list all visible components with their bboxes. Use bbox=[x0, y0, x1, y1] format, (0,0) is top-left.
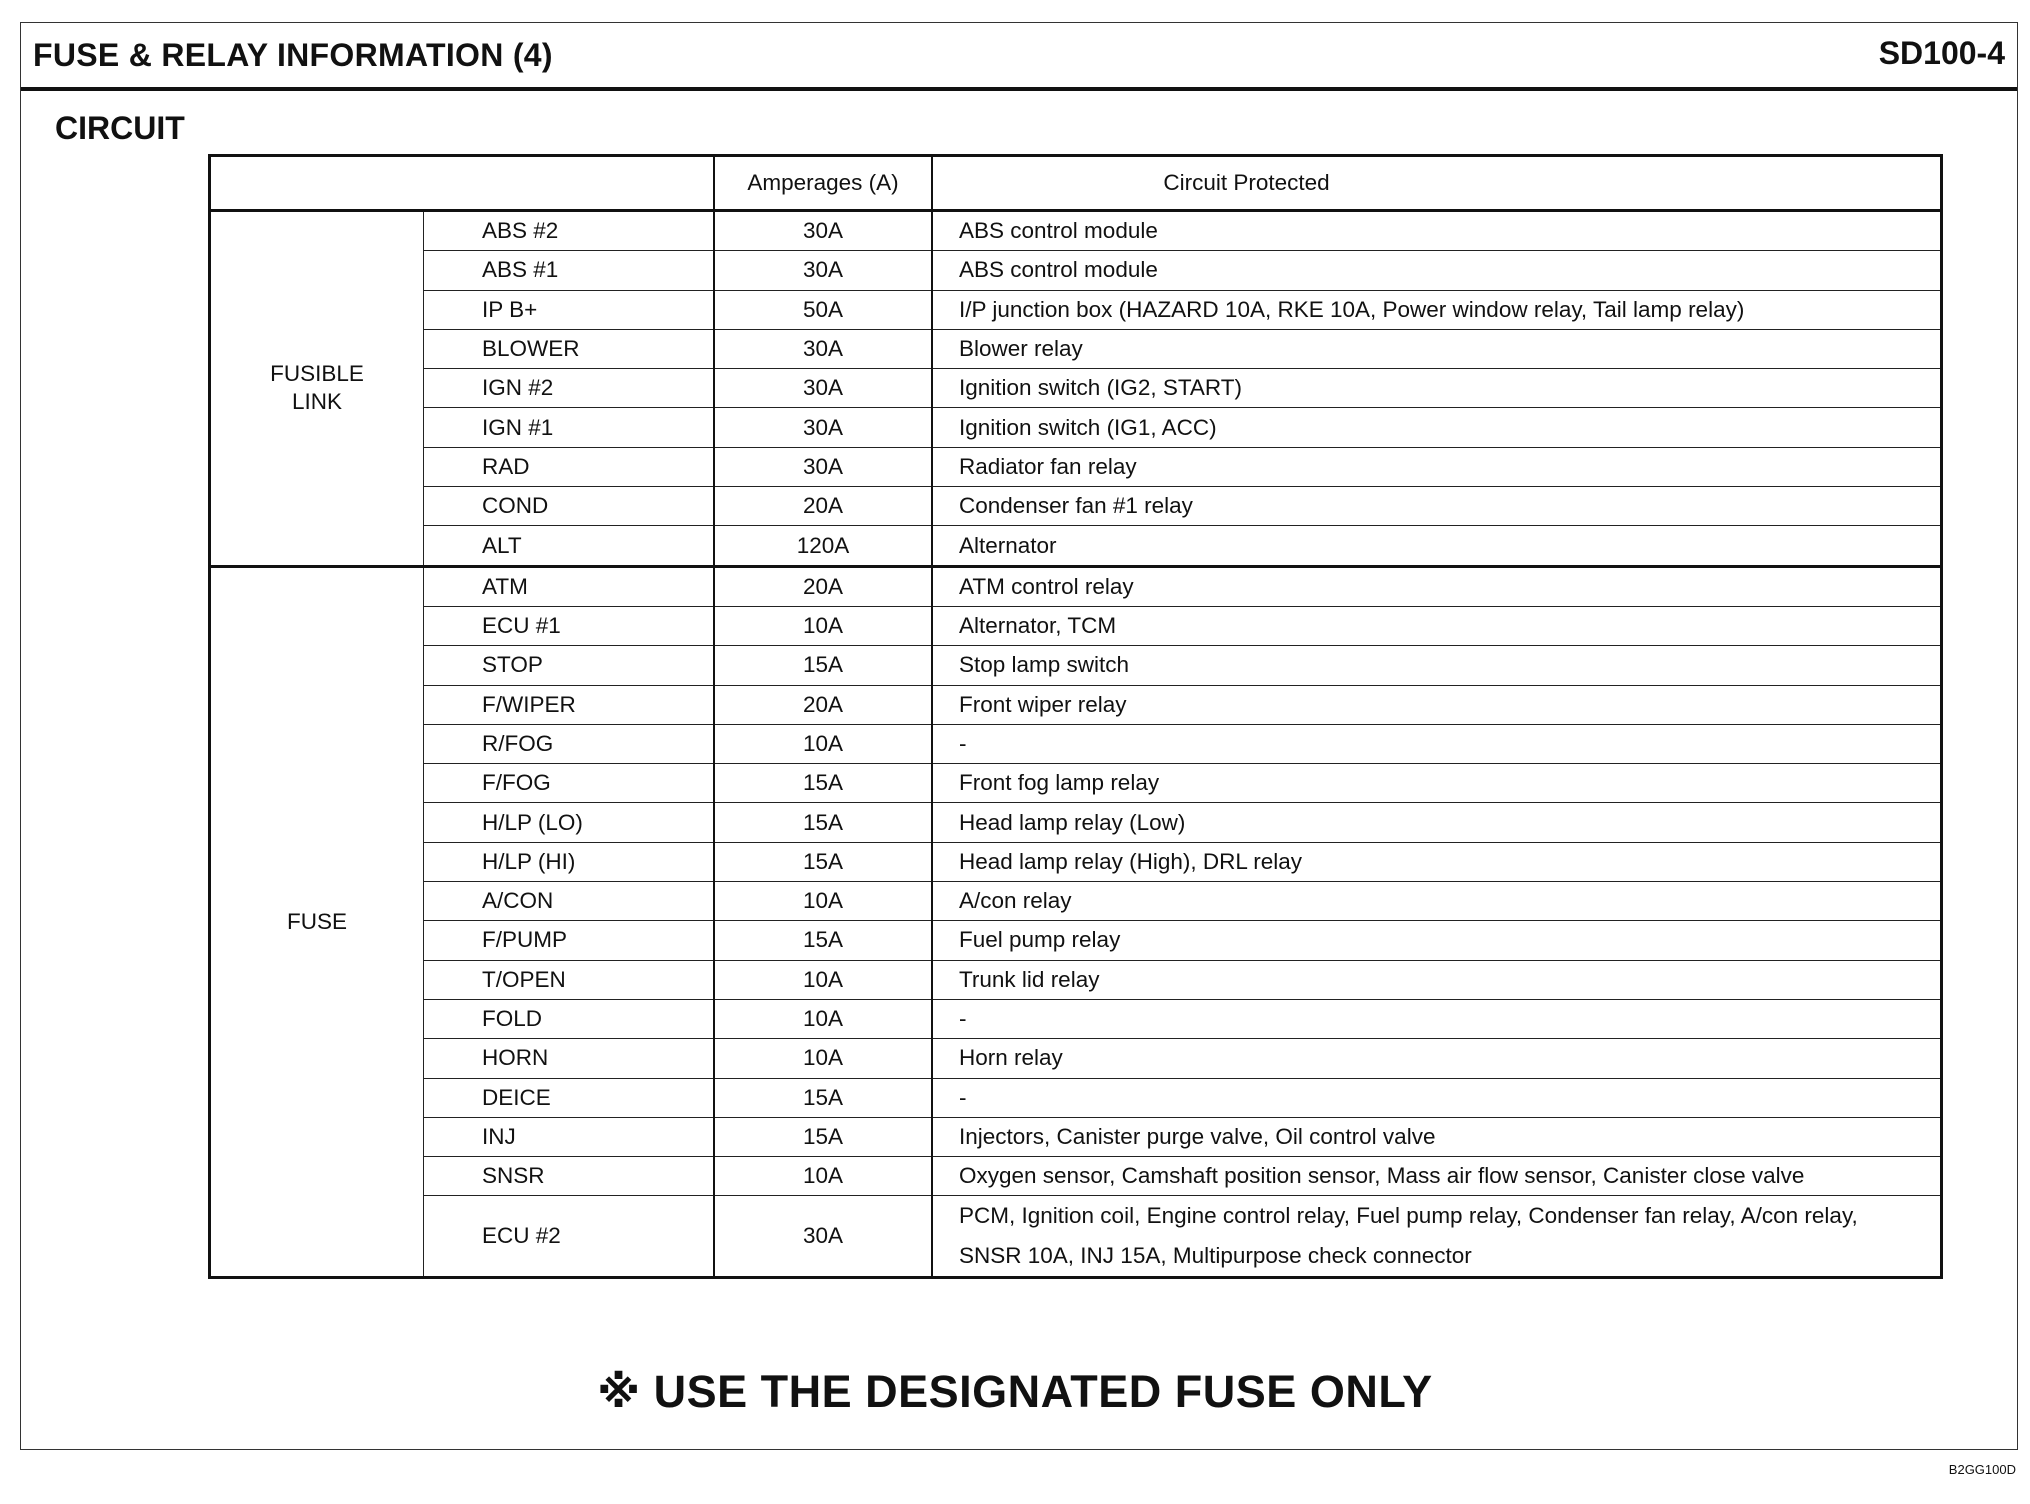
fuse-circuit: Trunk lid relay bbox=[932, 960, 1942, 999]
fuse-circuit: ABS control module bbox=[932, 251, 1942, 290]
fuse-amperage: 15A bbox=[714, 921, 932, 960]
fuse-circuit: - bbox=[932, 1078, 1942, 1117]
table-row bbox=[210, 1039, 1942, 1078]
fuse-circuit bbox=[932, 1196, 1942, 1278]
fuse-name: INJ bbox=[424, 1117, 715, 1156]
warning-notice bbox=[0, 1366, 2030, 1418]
fuse-amperage: 20A bbox=[714, 566, 932, 606]
table-row bbox=[210, 408, 1942, 447]
fuse-circuit: Oxygen sensor, Camshaft position sensor, Mass air flow sensor, Canister close valve bbox=[932, 1157, 1942, 1196]
table-row bbox=[210, 290, 1942, 329]
fuse-name: F/WIPER bbox=[424, 685, 715, 724]
fuse-amperage: 10A bbox=[714, 882, 932, 921]
fuse-circuit: Radiator fan relay bbox=[932, 447, 1942, 486]
table-header-row bbox=[210, 156, 1942, 211]
fuse-name: IGN #2 bbox=[424, 369, 715, 408]
section-title: CIRCUIT bbox=[55, 110, 185, 146]
fuse-amperage: 30A bbox=[714, 1196, 932, 1278]
fuse-amperage: 15A bbox=[714, 803, 932, 842]
fuse-circuit: Injectors, Canister purge valve, Oil control valve bbox=[932, 1117, 1942, 1156]
fuse-circuit: I/P junction box (HAZARD 10A, RKE 10A, Power window relay, Tail lamp relay) bbox=[932, 290, 1942, 329]
table-row bbox=[210, 487, 1942, 526]
fuse-name: ECU #2 bbox=[424, 1196, 715, 1278]
fuse-circuit: Ignition switch (IG1, ACC) bbox=[932, 408, 1942, 447]
fuse-amperage: 15A bbox=[714, 764, 932, 803]
fuse-amperage: 10A bbox=[714, 999, 932, 1038]
fuse-amperage: 20A bbox=[714, 685, 932, 724]
fuse-name: ECU #1 bbox=[424, 606, 715, 645]
page-header bbox=[21, 23, 2017, 91]
fuse-amperage: 10A bbox=[714, 606, 932, 645]
fuse-name: ABS #1 bbox=[424, 251, 715, 290]
fuse-name: H/LP (HI) bbox=[424, 842, 715, 881]
fuse-amperage: 10A bbox=[714, 960, 932, 999]
fuse-name: R/FOG bbox=[424, 724, 715, 763]
page-title: FUSE & RELAY INFORMATION (4) bbox=[33, 37, 553, 73]
fuse-circuit: ABS control module bbox=[932, 211, 1942, 251]
group-fusible-link bbox=[210, 211, 424, 567]
fuse-circuit: Condenser fan #1 relay bbox=[932, 487, 1942, 526]
fuse-amperage: 10A bbox=[714, 724, 932, 763]
fuse-name: HORN bbox=[424, 1039, 715, 1078]
fuse-amperage: 15A bbox=[714, 1078, 932, 1117]
table-row bbox=[210, 566, 1942, 606]
fuse-amperage: 15A bbox=[714, 1117, 932, 1156]
group-label-line1: FUSIBLE bbox=[270, 361, 364, 387]
fuse-circuit: Head lamp relay (High), DRL relay bbox=[932, 842, 1942, 881]
fuse-name: A/CON bbox=[424, 882, 715, 921]
group-fuse: FUSE bbox=[210, 566, 424, 1278]
fuse-circuit: Front fog lamp relay bbox=[932, 764, 1942, 803]
fuse-name: F/PUMP bbox=[424, 921, 715, 960]
fuse-name: ATM bbox=[424, 566, 715, 606]
reference-mark-icon: ※ bbox=[597, 1367, 641, 1418]
table-row bbox=[210, 1078, 1942, 1117]
header-amperage: Amperages (A) bbox=[714, 156, 932, 211]
fuse-circuit: Fuel pump relay bbox=[932, 921, 1942, 960]
fuse-circuit: Ignition switch (IG2, START) bbox=[932, 369, 1942, 408]
fuse-amperage: 20A bbox=[714, 487, 932, 526]
table-row bbox=[210, 999, 1942, 1038]
table-row bbox=[210, 724, 1942, 763]
fuse-name: SNSR bbox=[424, 1157, 715, 1196]
fuse-circuit: Blower relay bbox=[932, 329, 1942, 368]
table-row bbox=[210, 1157, 1942, 1196]
page-code: SD100-4 bbox=[1878, 35, 2005, 71]
fuse-name: RAD bbox=[424, 447, 715, 486]
fuse-amperage: 30A bbox=[714, 251, 932, 290]
table-row bbox=[210, 803, 1942, 842]
fuse-amperage: 15A bbox=[714, 646, 932, 685]
fuse-circuit-line2: SNSR 10A, INJ 15A, Multipurpose check connector bbox=[959, 1243, 1472, 1269]
warning-text: USE THE DESIGNATED FUSE ONLY bbox=[653, 1366, 1433, 1417]
fuse-circuit: Alternator bbox=[932, 526, 1942, 566]
fuse-amperage: 30A bbox=[714, 408, 932, 447]
fuse-circuit: Head lamp relay (Low) bbox=[932, 803, 1942, 842]
fuse-amperage: 50A bbox=[714, 290, 932, 329]
fuse-name: ABS #2 bbox=[424, 211, 715, 251]
header-circuit: Circuit Protected bbox=[932, 156, 1942, 211]
table-row bbox=[210, 447, 1942, 486]
fuse-circuit: - bbox=[932, 724, 1942, 763]
table-row bbox=[210, 251, 1942, 290]
fuse-name: IGN #1 bbox=[424, 408, 715, 447]
table-row bbox=[210, 646, 1942, 685]
fuse-amperage: 30A bbox=[714, 369, 932, 408]
fuse-circuit: - bbox=[932, 999, 1942, 1038]
header-group-cell bbox=[210, 156, 715, 211]
fuse-name: BLOWER bbox=[424, 329, 715, 368]
fuse-circuit: A/con relay bbox=[932, 882, 1942, 921]
table-row bbox=[210, 882, 1942, 921]
fuse-relay-table bbox=[208, 154, 1943, 1279]
table-row bbox=[210, 606, 1942, 645]
fuse-name: H/LP (LO) bbox=[424, 803, 715, 842]
table-row bbox=[210, 685, 1942, 724]
fuse-name: COND bbox=[424, 487, 715, 526]
fuse-amperage: 30A bbox=[714, 329, 932, 368]
table-row bbox=[210, 1117, 1942, 1156]
fuse-amperage: 10A bbox=[714, 1039, 932, 1078]
fuse-circuit: ATM control relay bbox=[932, 566, 1942, 606]
table-row bbox=[210, 211, 1942, 251]
fuse-circuit: Stop lamp switch bbox=[932, 646, 1942, 685]
fuse-name: IP B+ bbox=[424, 290, 715, 329]
fuse-circuit: Alternator, TCM bbox=[932, 606, 1942, 645]
fuse-name: ALT bbox=[424, 526, 715, 566]
table-row bbox=[210, 329, 1942, 368]
fuse-name: FOLD bbox=[424, 999, 715, 1038]
fuse-name: STOP bbox=[424, 646, 715, 685]
fuse-circuit: Horn relay bbox=[932, 1039, 1942, 1078]
table-row bbox=[210, 369, 1942, 408]
table-row bbox=[210, 1196, 1942, 1278]
table-row bbox=[210, 842, 1942, 881]
table-row bbox=[210, 526, 1942, 566]
fuse-name: DEICE bbox=[424, 1078, 715, 1117]
fuse-circuit-line1: PCM, Ignition coil, Engine control relay, Fuel pump relay, Condenser fan relay, A/con relay, bbox=[959, 1203, 1858, 1229]
fuse-amperage: 10A bbox=[714, 1157, 932, 1196]
fuse-amperage: 30A bbox=[714, 211, 932, 251]
group-label-line2: LINK bbox=[291, 389, 343, 415]
fuse-amperage: 15A bbox=[714, 842, 932, 881]
fuse-amperage: 120A bbox=[714, 526, 932, 566]
fuse-name: T/OPEN bbox=[424, 960, 715, 999]
fuse-name: F/FOG bbox=[424, 764, 715, 803]
table-row bbox=[210, 921, 1942, 960]
table-row bbox=[210, 960, 1942, 999]
document-id: B2GG100D bbox=[1948, 1462, 2016, 1477]
table-row bbox=[210, 764, 1942, 803]
fuse-circuit: Front wiper relay bbox=[932, 685, 1942, 724]
fuse-amperage: 30A bbox=[714, 447, 932, 486]
